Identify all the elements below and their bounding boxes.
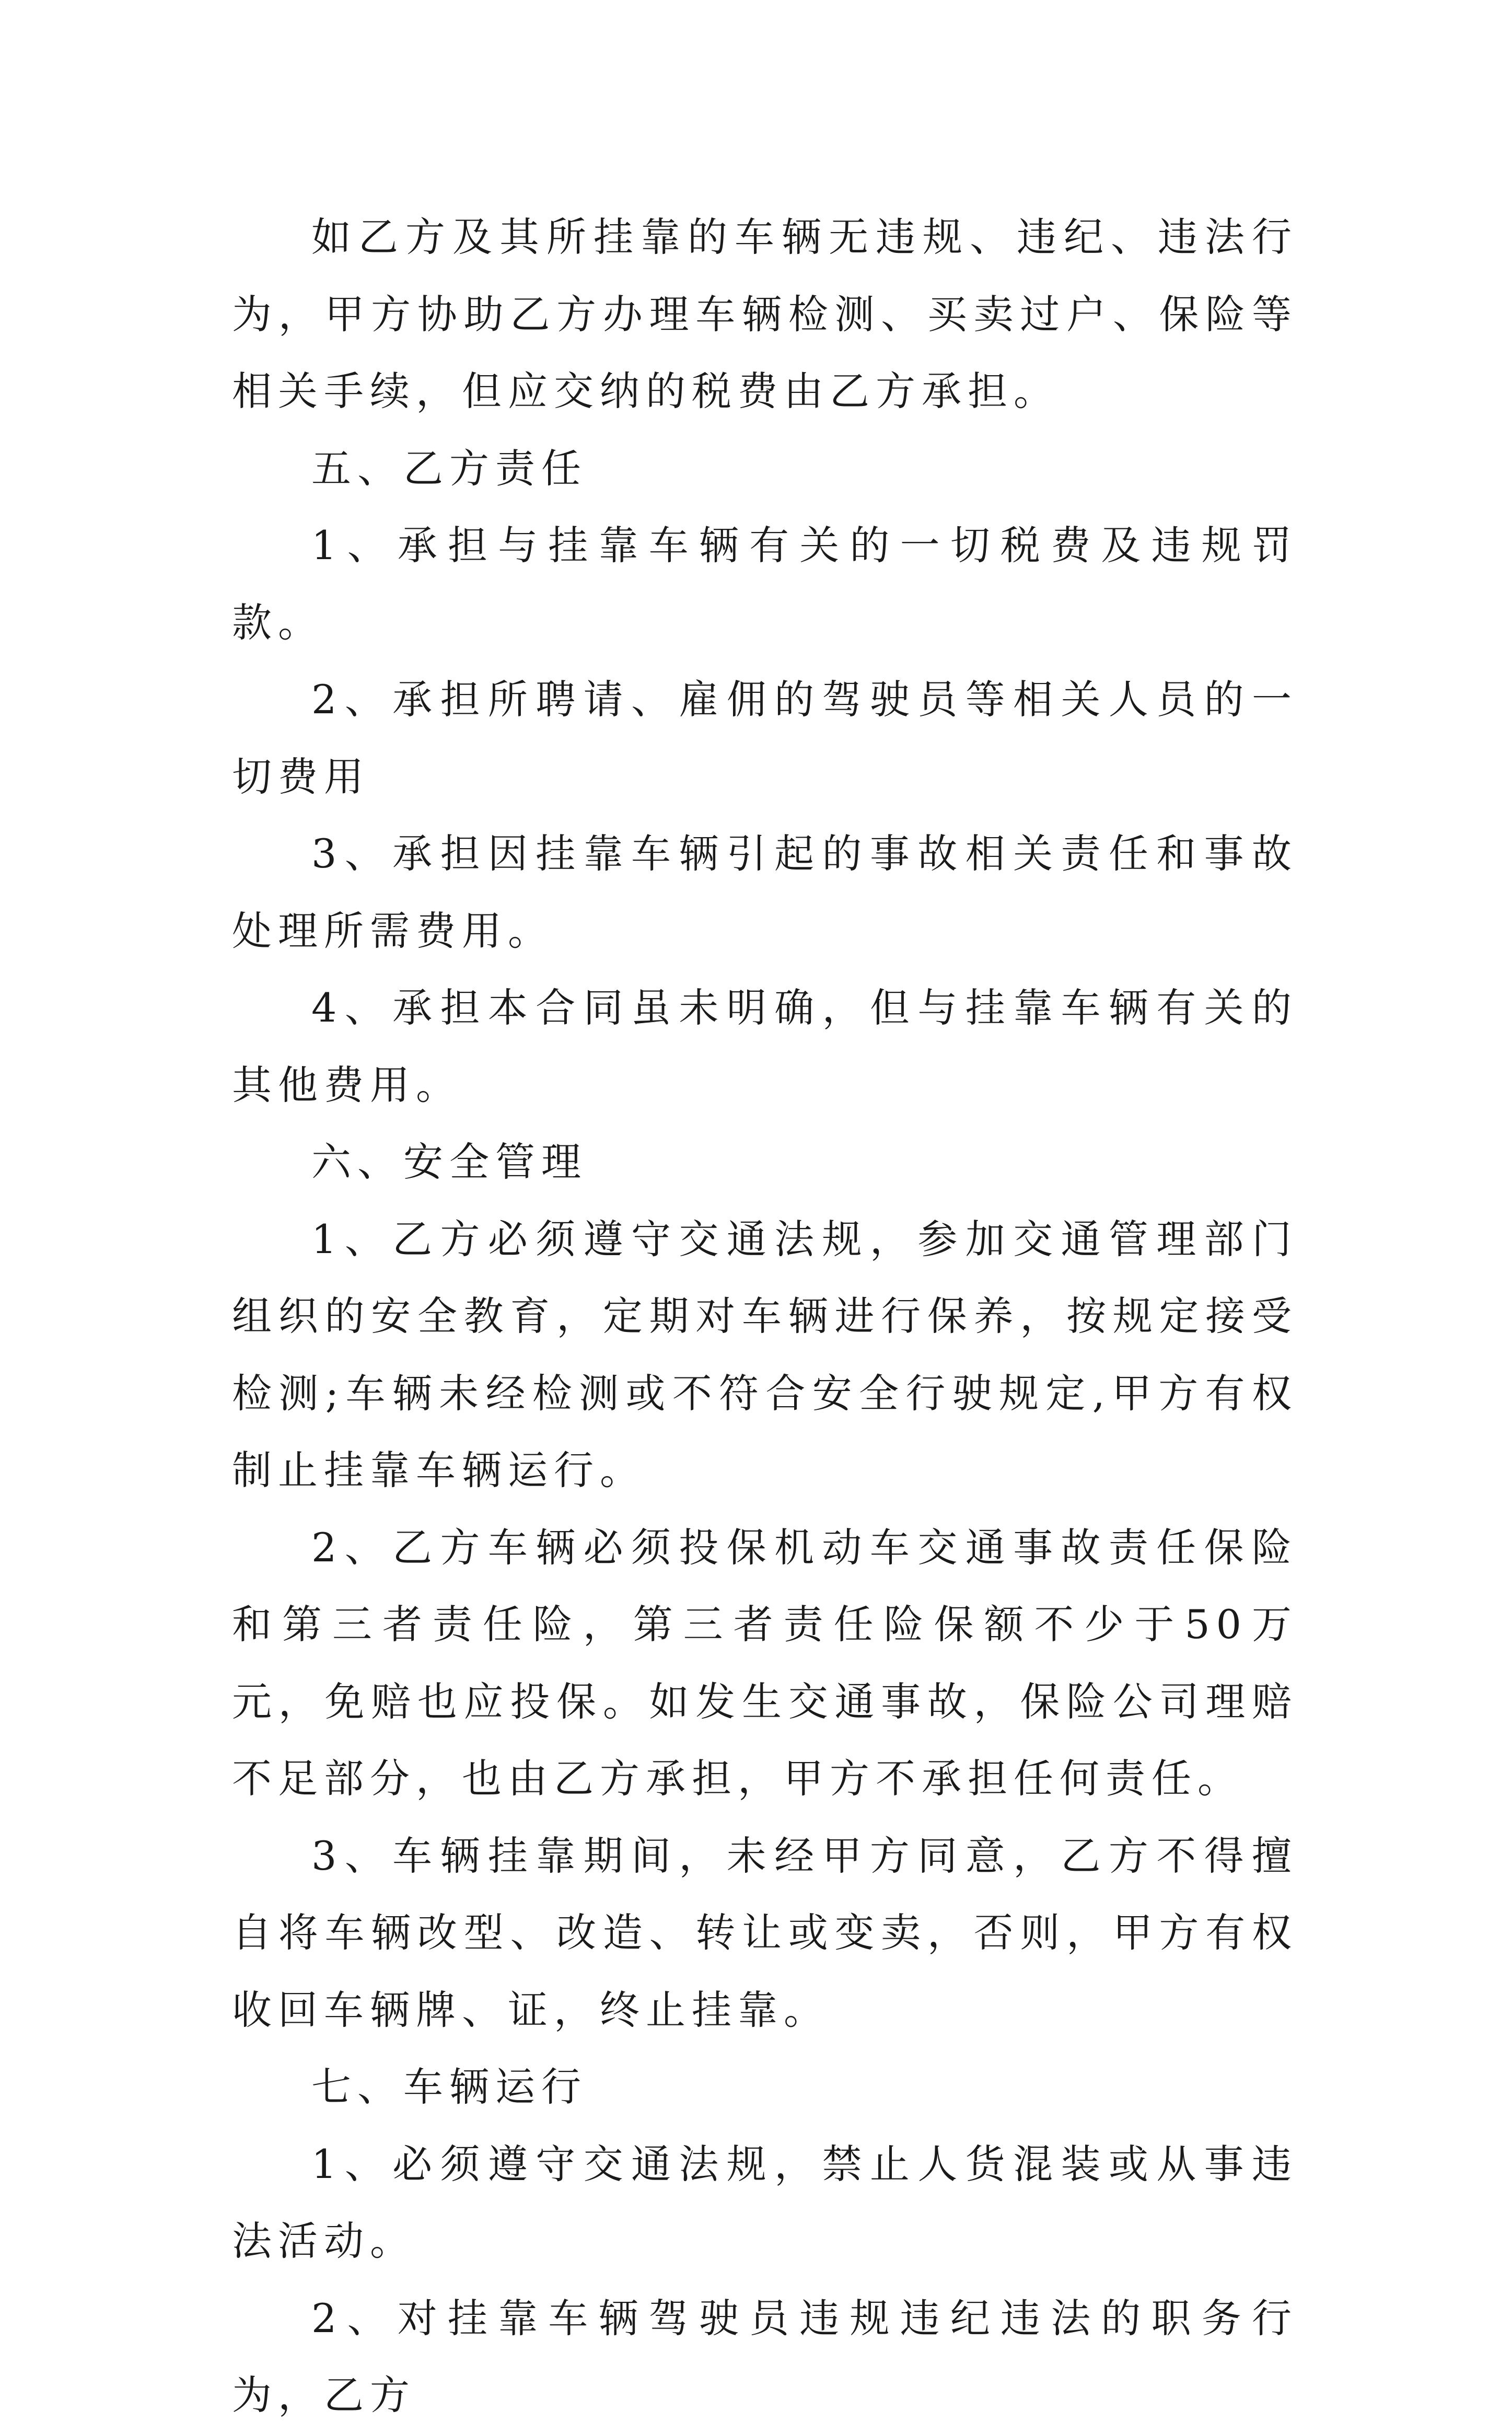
clause-5-4: 4、承担本合同虽未明确，但与挂靠车辆有关的其他费用。 [232, 984, 1298, 1108]
clause-7-1: 1、必须遵守交通法规，禁止人货混装或从事违法活动。 [232, 2140, 1298, 2264]
clause-5-3: 3、承担因挂靠车辆引起的事故相关责任和事故处理所需费用。 [232, 830, 1298, 954]
section-heading-party-b-responsibility: 五、乙方责任 [311, 445, 587, 492]
clause-6-1: 1、乙方必须遵守交通法规，参加交通管理部门组织的安全教育，定期对车辆进行保养，按规定接受检测;车辆未经检测或不符合安全行驶规定,甲方有权制止挂靠车辆运行。 [232, 1215, 1298, 1493]
section-heading-vehicle-operation: 七、车辆运行 [311, 2064, 587, 2110]
clause-5-1: 1、承担与挂靠车辆有关的一切税费及违规罚款。 [232, 522, 1298, 646]
paragraph-assistance-procedures: 如乙方及其所挂靠的车辆无违规、违纪、违法行为，甲方协助乙方办理车辆检测、买卖过户、保险等相关手续，但应交纳的税费由乙方承担。 [232, 214, 1298, 414]
clause-6-2: 2、乙方车辆必须投保机动车交通事故责任保险和第三者责任险，第三者责任险保额不少于50万元，免赔也应投保。如发生交通事故，保险公司理赔不足部分，也由乙方承担，甲方不承担任何责任。 [232, 1524, 1298, 1802]
clause-7-2: 2、对挂靠车辆驾驶员违规违纪违法的职务行为，乙方 [232, 2294, 1298, 2418]
clause-6-3: 3、车辆挂靠期间，未经甲方同意，乙方不得擅自将车辆改型、改造、转让或变卖，否则，甲方有权收回车辆牌、证，终止挂靠。 [232, 1832, 1298, 2033]
document-body [232, 199, 1298, 2434]
clause-5-2: 2、承担所聘请、雇佣的驾驶员等相关人员的一切费用 [232, 676, 1298, 800]
section-heading-safety-management: 六、安全管理 [311, 1139, 587, 1185]
